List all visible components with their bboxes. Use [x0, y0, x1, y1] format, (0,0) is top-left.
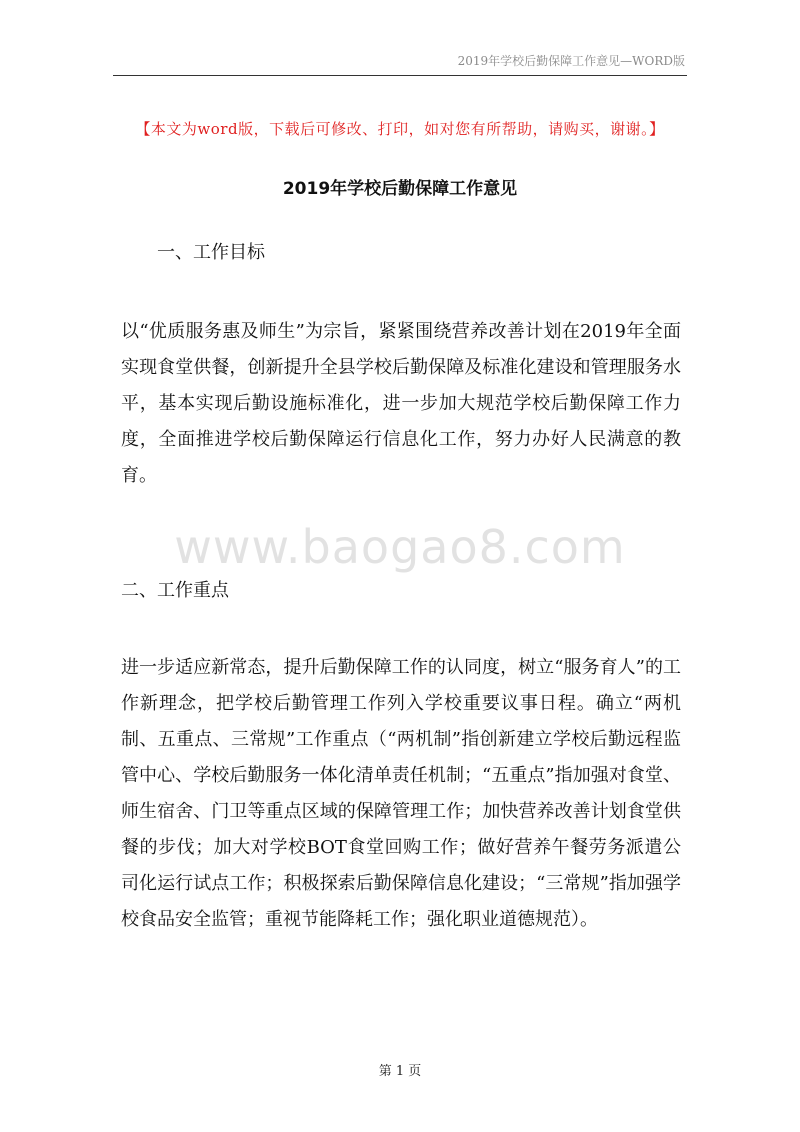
- header-divider: [113, 75, 687, 76]
- section-body-priorities: 进一步适应新常态，提升后勤保障工作的认同度，树立“服务育人”的工作新理念，把学校后勤管理工作列入学校重要议事日程。确立“两机制、五重点、三常规”工作重点（“两机制”指创新建立学校后勤远程监管中心、学校后勤服务一体化清单责任机制；“五重点”指加强对食堂、师生宿舍、门卫等重点区域的保障管理工作；加快营养改善计划食堂供餐的步伐；加大对学校BOT食堂回购工作；做好营养午餐劳务派遣公司化运行试点工作；积极探索后勤保障信息化建设；“三常规”指加强学校食品安全监管；重视节能降耗工作；强化职业道德规范）。: [121, 657, 681, 930]
- watermark: www.baogao8.com: [174, 520, 626, 574]
- running-header: 2019年学校后勤保障工作意见—WORD版: [457, 54, 685, 68]
- purchase-notice: 【本文为word版，下载后可修改、打印，如对您有所帮助，请购买，谢谢。】: [135, 120, 665, 138]
- document-title: 2019年学校后勤保障工作意见: [282, 179, 518, 199]
- page-number: 第 1 页: [378, 1064, 422, 1079]
- section-body-goals: 以“优质服务惠及师生”为宗旨，紧紧围绕营养改善计划在2019年全面实现食堂供餐，创新提升全县学校后勤保障及标准化建设和管理服务水平，基本实现后勤设施标准化，进一步加大规范学校后勤保障工作力度，全面推进学校后勤保障运行信息化工作，努力办好人民满意的教育。: [121, 321, 681, 486]
- section-heading-priorities: 二、工作重点: [121, 580, 229, 601]
- section-heading-goals: 一、工作目标: [157, 242, 265, 263]
